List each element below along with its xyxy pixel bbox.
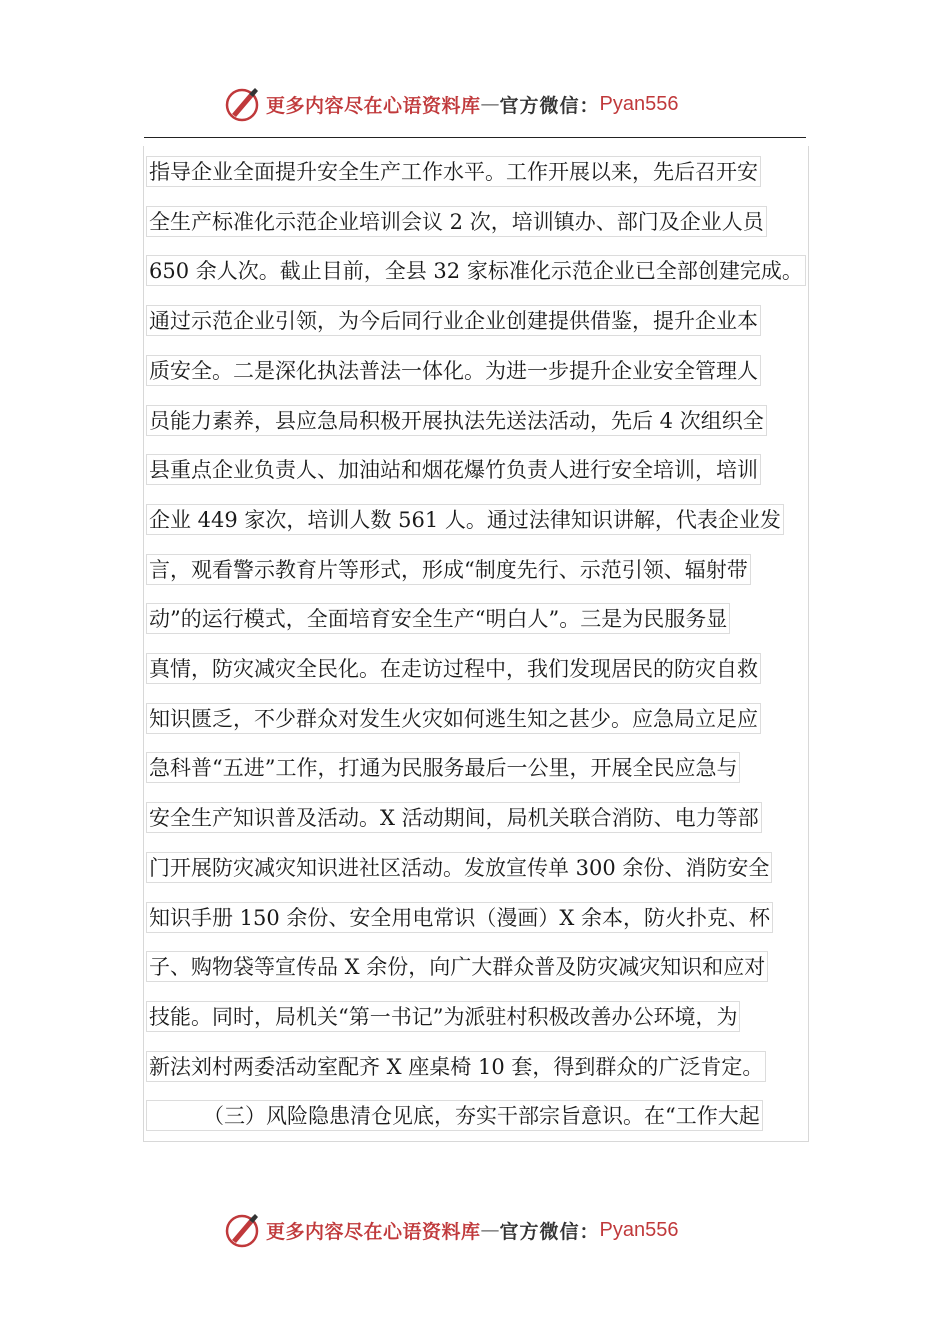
text-line: 新法刘村两委活动室配齐 X 座桌椅 10 套，得到群众的广泛肯定。 <box>146 1051 766 1082</box>
header-separator: — <box>480 93 500 115</box>
header-banner <box>222 82 742 126</box>
logo-icon <box>222 84 262 124</box>
text-line: 子、购物袋等宣传品 X 余份，向广大群众普及防灾减灾知识和应对 <box>146 951 768 982</box>
text-line: 县重点企业负责人、加油站和烟花爆竹负责人进行安全培训，培训 <box>146 454 761 485</box>
document-body <box>143 146 809 1142</box>
text-line: 技能。同时，局机关“第一书记”为派驻村积极改善办公环境，为 <box>146 1001 740 1032</box>
text-line: 质安全。二是深化执法普法一体化。为进一步提升企业安全管理人 <box>146 355 761 386</box>
text-line: 通过示范企业引领，为今后同行业企业创建提供借鉴，提升企业本 <box>146 305 761 336</box>
text-line: 门开展防灾减灾知识进社区活动。发放宣传单 300 余份、消防安全 <box>146 852 772 883</box>
text-line: 全生产标准化示范企业培训会议 2 次，培训镇办、部门及企业人员 <box>146 206 767 237</box>
footer-wechat-id: Pyan556 <box>599 1218 679 1241</box>
footer-banner <box>222 1208 742 1252</box>
logo-icon <box>222 1210 262 1250</box>
text-line: 知识手册 150 余份、安全用电常识（漫画）X 余本，防火扑克、杯 <box>146 902 773 933</box>
text-line: 650 余人次。截止目前，全县 32 家标准化示范企业已全部创建完成。 <box>146 255 806 286</box>
header-wechat-label: 官方微信： <box>499 94 600 117</box>
text-line: 知识匮乏，不少群众对发生火灾如何逃生知之甚少。应急局立足应 <box>146 703 761 734</box>
footer-brand: 更多内容尽在心语资料库 <box>266 1220 481 1243</box>
text-line: （三）风险隐患清仓见底，夯实干部宗旨意识。在“工作大起 <box>146 1100 763 1131</box>
text-line: 员能力素养，县应急局积极开展执法先送法活动，先后 4 次组织全 <box>146 405 767 436</box>
footer-wechat-label: 官方微信： <box>499 1220 600 1243</box>
header-wechat-id: Pyan556 <box>599 92 679 115</box>
text-line: 言，观看警示教育片等形式，形成“制度先行、示范引领、辐射带 <box>146 554 751 585</box>
text-line: 动”的运行模式，全面培育安全生产“明白人”。三是为民服务显 <box>146 603 730 634</box>
text-line: 安全生产知识普及活动。X 活动期间，局机关联合消防、电力等部 <box>146 802 762 833</box>
header-divider <box>144 137 806 138</box>
text-line: 急科普“五进”工作，打通为民服务最后一公里，开展全民应急与 <box>146 752 740 783</box>
footer-separator: — <box>480 1219 500 1241</box>
text-line: 真情，防灾减灾全民化。在走访过程中，我们发现居民的防灾自救 <box>146 653 761 684</box>
text-line: 企业 449 家次，培训人数 561 人。通过法律知识讲解，代表企业发 <box>146 504 784 535</box>
text-line: 指导企业全面提升安全生产工作水平。工作开展以来，先后召开安 <box>146 156 761 187</box>
header-brand: 更多内容尽在心语资料库 <box>266 94 481 117</box>
